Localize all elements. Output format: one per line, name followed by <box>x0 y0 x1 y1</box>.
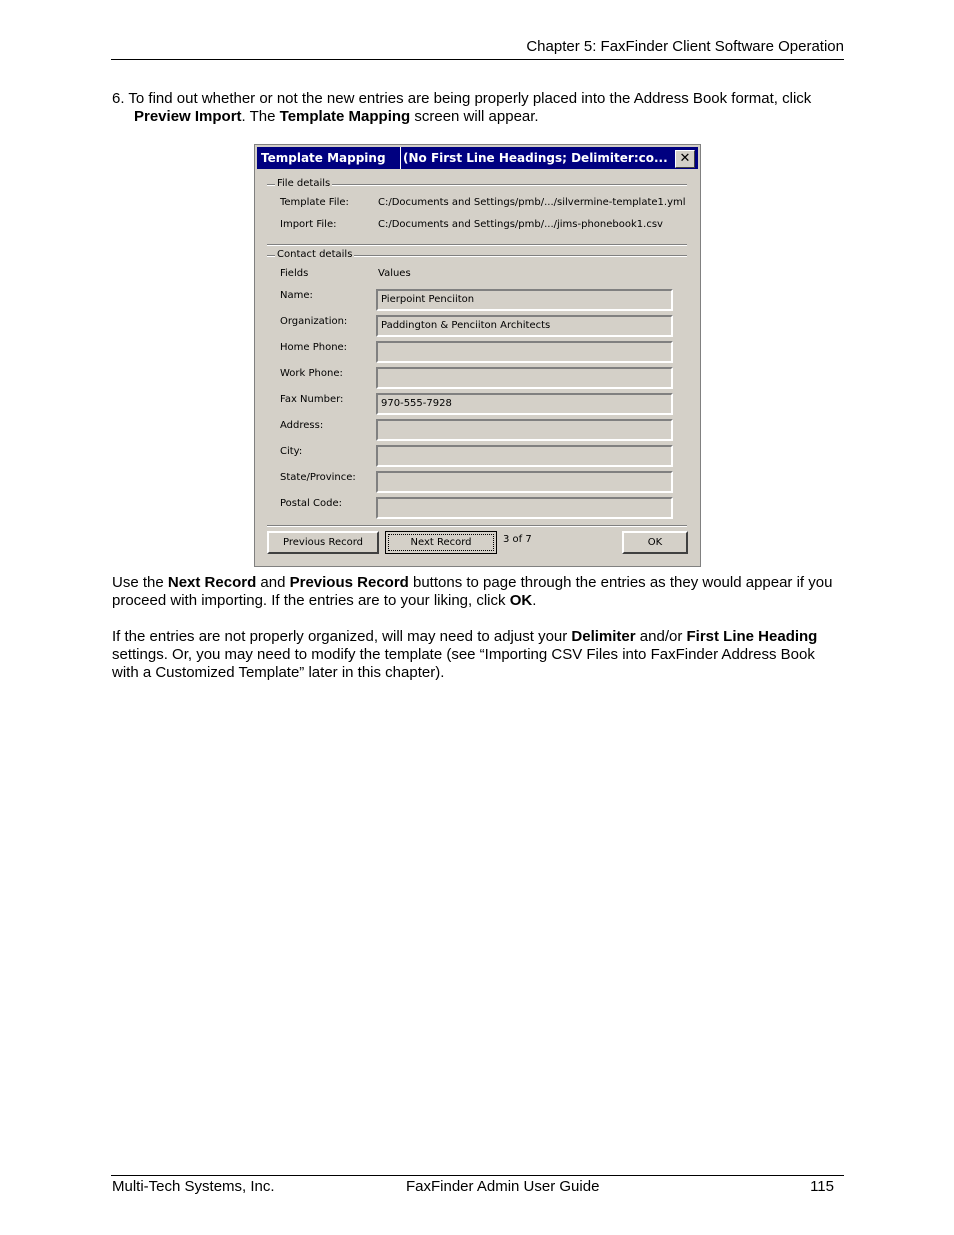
close-button[interactable] <box>675 150 695 168</box>
organization-label: Organization: <box>280 316 348 327</box>
navigation-paragraph: Use the Next Record and Previous Record buttons to page through the entries as they would appear if you proceed with importing. If the entries are to your liking, click OK. <box>112 574 833 609</box>
page-footer <box>111 1175 844 1198</box>
fields-header: Fields <box>280 268 309 279</box>
dialog-titlebar <box>257 147 698 169</box>
work-phone-label: Work Phone: <box>280 368 343 379</box>
organization-field: Paddington & Penciiton Architects <box>376 315 673 337</box>
file-details-legend: File details <box>277 178 331 189</box>
city-label: City: <box>280 446 303 457</box>
state-province-field <box>376 471 673 493</box>
postal-code-field <box>376 497 673 519</box>
home-phone-label: Home Phone: <box>280 342 348 353</box>
ok-button[interactable]: OK <box>622 531 688 554</box>
fax-number-label: Fax Number: <box>280 394 344 405</box>
import-file-value: C:/Documents and Settings/pmb/.../jims-phonebook1.csv <box>378 219 663 230</box>
postal-code-label: Postal Code: <box>280 498 342 509</box>
template-file-value: C:/Documents and Settings/pmb/.../silvermine-template1.yml <box>378 197 686 208</box>
values-header: Values <box>378 268 411 279</box>
address-field <box>376 419 673 441</box>
template-mapping-dialog <box>254 144 701 567</box>
close-icon: ✕ <box>679 151 691 166</box>
previous-record-button[interactable]: Previous Record <box>267 531 379 554</box>
record-counter: 3 of 7 <box>503 534 532 545</box>
adjustment-paragraph: If the entries are not properly organized, will may need to adjust your Delimiter and/or First Line Heading settings. Or, you may need to modify the template (see “Importing CSV Files into FaxFinder Address Book with a Customized Template” later in this chapter). <box>112 628 818 681</box>
page-header <box>111 38 844 60</box>
buttons-divider <box>267 525 687 527</box>
fax-number-field: 970-555-7928 <box>376 393 673 415</box>
preview-import-term: Preview Import <box>134 108 242 125</box>
template-file-label: Template File: <box>280 197 349 208</box>
chapter-title: Chapter 5: FaxFinder Client Software Operation <box>526 38 844 55</box>
dialog-title: Template Mapping <box>257 147 401 169</box>
state-province-label: State/Province: <box>280 472 356 483</box>
city-field <box>376 445 673 467</box>
name-field: Pierpoint Penciiton <box>376 289 673 311</box>
footer-guide-title: FaxFinder Admin User Guide <box>406 1178 600 1195</box>
dialog-title-detail: (No First Line Headings; Delimiter:co... <box>403 147 670 169</box>
name-label: Name: <box>280 290 313 301</box>
step-6-paragraph: 6. To find out whether or not the new entries are being properly placed into the Address Book format, click Preview Import. The Template Mapping screen will appear. <box>112 90 812 125</box>
address-label: Address: <box>280 420 324 431</box>
contact-details-top-divider <box>267 244 687 246</box>
template-mapping-term: Template Mapping <box>279 108 411 125</box>
work-phone-field <box>376 367 673 389</box>
next-record-label: Next Record <box>388 534 494 551</box>
next-record-button[interactable] <box>385 531 497 554</box>
footer-company: Multi-Tech Systems, Inc. <box>112 1178 275 1195</box>
page-number: 115 <box>810 1178 834 1195</box>
home-phone-field <box>376 341 673 363</box>
contact-details-legend: Contact details <box>277 249 353 260</box>
import-file-label: Import File: <box>280 219 337 230</box>
